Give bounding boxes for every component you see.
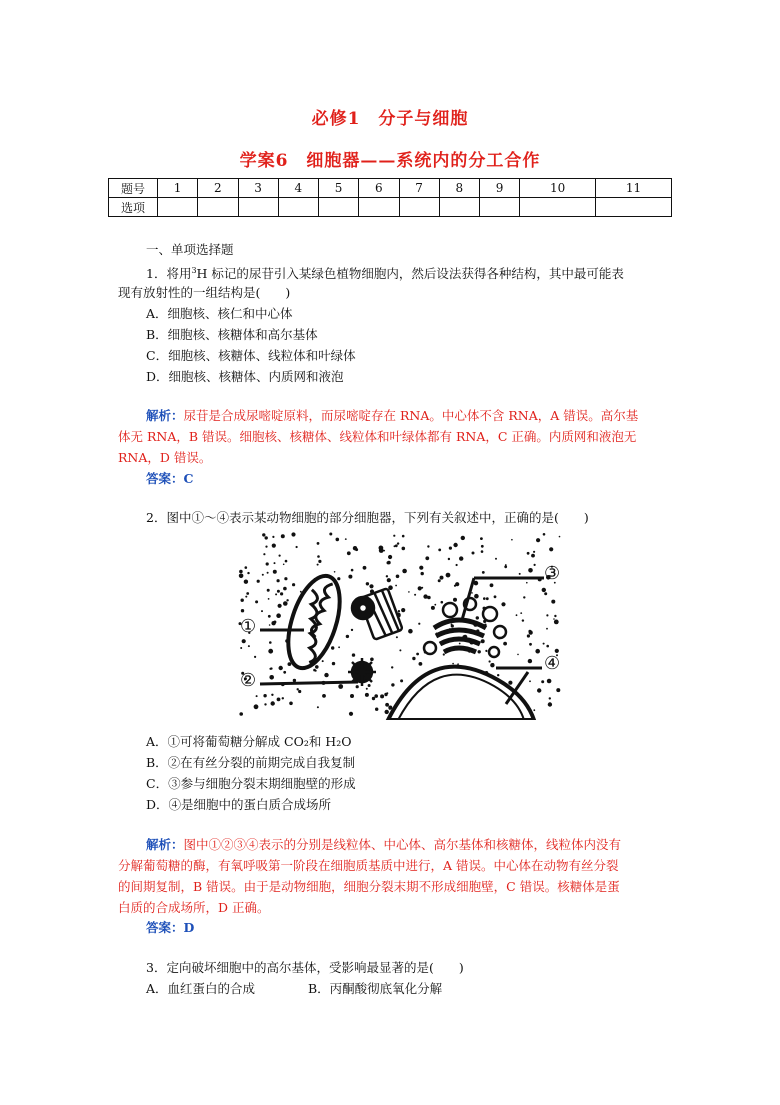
q3-option-b: B．丙酮酸彻底氧化分解 xyxy=(308,981,443,996)
q1-stem-a: 1．将用 xyxy=(146,266,192,282)
analysis-label: 解析： xyxy=(146,837,184,852)
q1-analysis-line: 体无 RNA，B 错误。细胞核、核糖体、线粒体和叶绿体都有 RNA，C 正确。内质网和液泡无 xyxy=(118,429,637,444)
organelle-figure xyxy=(238,532,562,720)
answer-cell[interactable] xyxy=(480,198,520,217)
q2-analysis-line: 的间期复制，B 错误。由于是动物细胞，细胞分裂末期不形成细胞壁，C 错误。核糖体是蛋 xyxy=(118,879,620,894)
q1-answer: 答案：C xyxy=(146,471,194,486)
question-number: 11 xyxy=(596,179,672,198)
q2-option-d: D．④是细胞中的蛋白质合成场所 xyxy=(146,797,332,812)
figure-label-2: ② xyxy=(240,670,257,691)
centriole-shape xyxy=(348,588,403,686)
q2-option-a: A．①可将葡萄糖分解成 CO₂和 H₂O xyxy=(146,734,352,749)
question-number: 6 xyxy=(359,179,399,198)
answer-table-row-options xyxy=(109,198,672,217)
answer-cell[interactable] xyxy=(238,198,278,217)
answer-cell[interactable] xyxy=(158,198,198,217)
analysis-label: 解析： xyxy=(146,408,184,423)
q2-option-c: C．③参与细胞分裂末期细胞壁的形成 xyxy=(146,776,356,791)
q1-stem-cont: 现有放射性的一组结构是( ) xyxy=(118,285,291,300)
question-number: 1 xyxy=(158,179,198,198)
answer-cell[interactable] xyxy=(278,198,318,217)
q2-stem: 2．图中①～④表示某动物细胞的部分细胞器，下列有关叙述中，正确的是( ) xyxy=(146,510,589,525)
answer-table xyxy=(108,178,672,217)
q1-option-a: A．细胞核、核仁和中心体 xyxy=(146,306,293,321)
question-number: 9 xyxy=(480,179,520,198)
question-number: 10 xyxy=(520,179,596,198)
question-number: 7 xyxy=(399,179,439,198)
question-number: 2 xyxy=(198,179,238,198)
book-title: 必修1 分子与细胞 xyxy=(311,109,469,129)
q2-answer: 答案：D xyxy=(146,920,195,935)
section-heading: 一、单项选择题 xyxy=(146,242,234,257)
q3-stem: 3．定向破坏细胞中的高尔基体，受影响最显著的是( ) xyxy=(146,960,464,975)
q1-stem xyxy=(146,261,624,284)
answer-table-header: 题号 xyxy=(109,179,158,198)
question-number: 4 xyxy=(278,179,318,198)
answer-cell[interactable] xyxy=(198,198,238,217)
answer-cell[interactable] xyxy=(319,198,359,217)
figure-label-3: ③ xyxy=(544,563,561,584)
q1-option-c: C．细胞核、核糖体、线粒体和叶绿体 xyxy=(146,348,356,363)
question-number: 5 xyxy=(319,179,359,198)
answer-cell[interactable] xyxy=(596,198,672,217)
answer-cell[interactable] xyxy=(359,198,399,217)
q1-option-d: D．细胞核、核糖体、内质网和液泡 xyxy=(146,369,344,384)
answer-cell[interactable] xyxy=(399,198,439,217)
q1-analysis-line: 解析：尿苷是合成尿嘧啶原料，而尿嘧啶存在 RNA。中心体不含 RNA，A 错误。高尔基 xyxy=(146,408,639,423)
mitochondrion-shape xyxy=(278,570,350,675)
q2-analysis-line: 分解葡萄糖的酶，有氧呼吸第一阶段在细胞质基质中进行，A 错误。中心体在动物有丝分裂 xyxy=(118,858,619,873)
q2-analysis-line: 白质的合成场所，D 正确。 xyxy=(118,900,270,915)
answer-table-header: 选项 xyxy=(109,198,158,217)
answer-cell[interactable] xyxy=(520,198,596,217)
q2-option-b: B．②在有丝分裂的前期完成自我复制 xyxy=(146,755,356,770)
q1-analysis-line: RNA，D 错误。 xyxy=(118,450,212,465)
figure-label-1: ① xyxy=(240,616,257,637)
question-number: 3 xyxy=(238,179,278,198)
lesson-title: 学案6 细胞器——系统内的分工合作 xyxy=(239,151,541,171)
q3-option-a: A．血红蛋白的合成 xyxy=(146,981,256,996)
q1-stem-b: H 标记的尿苷引入某绿色植物细胞内，然后设法获得各种结构，其中最可能表 xyxy=(196,266,624,282)
answer-cell[interactable] xyxy=(439,198,479,217)
q1-superscript: 3 xyxy=(191,266,197,275)
figure-label-4: ④ xyxy=(544,653,561,674)
q2-analysis-line: 解析：图中①②③④表示的分别是线粒体、中心体、高尔基体和核糖体，线粒体内没有 xyxy=(146,837,622,852)
question-number: 8 xyxy=(439,179,479,198)
q1-option-b: B．细胞核、核糖体和高尔基体 xyxy=(146,327,318,342)
answer-table-row-numbers xyxy=(109,179,672,198)
